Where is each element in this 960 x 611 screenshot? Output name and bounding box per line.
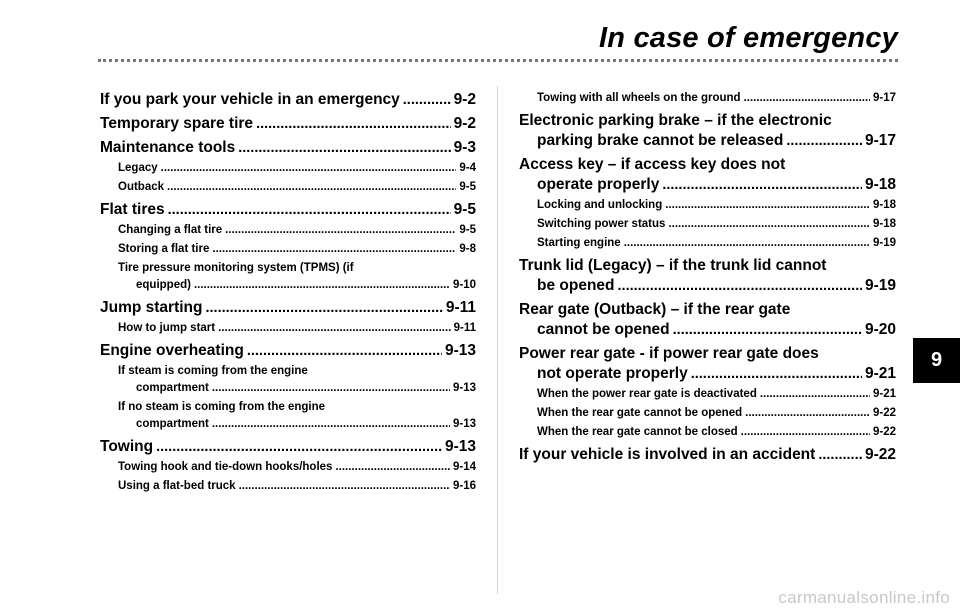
toc-entry-if-your-vehicle-is-involved-in-an-accident[interactable] bbox=[519, 445, 896, 465]
chapter-tab[interactable]: 9 bbox=[913, 338, 960, 383]
toc-entry-title: equipped) bbox=[136, 279, 191, 291]
dot-leader bbox=[239, 478, 450, 495]
dot-leader bbox=[691, 364, 862, 384]
dot-leader bbox=[212, 380, 450, 397]
toc-entry-changing-a-flat-tire[interactable] bbox=[100, 222, 476, 239]
toc-entry-title-line1: If steam is coming from the engine bbox=[118, 365, 308, 377]
toc-entry-title: Towing hook and tie-down hooks/holes bbox=[118, 461, 333, 473]
header-rule bbox=[98, 59, 898, 62]
toc-entry-title: Engine overheating bbox=[100, 342, 244, 359]
toc-entry-title: Outback bbox=[118, 181, 165, 193]
toc-entry-trunk-lid-legacy-if-the-trunk-lid-cannot-be-opened[interactable] bbox=[519, 256, 896, 296]
toc-page-number: 9-18 bbox=[872, 218, 896, 230]
dot-leader bbox=[744, 90, 870, 107]
dot-leader bbox=[194, 277, 450, 294]
toc-entry-outback[interactable] bbox=[100, 179, 476, 196]
dot-leader bbox=[205, 298, 442, 318]
toc-entry-title: When the power rear gate is deactivated bbox=[537, 388, 757, 400]
toc-entry-if-no-steam-is-coming-from-the-engine-compartment[interactable] bbox=[100, 399, 476, 433]
toc-page-number: 9-5 bbox=[453, 201, 476, 218]
dot-leader bbox=[225, 222, 456, 239]
dot-leader bbox=[668, 216, 870, 233]
toc-page-number: 9-8 bbox=[459, 243, 476, 255]
toc-page-number: 9-11 bbox=[453, 322, 476, 334]
toc-right-column bbox=[519, 90, 896, 465]
page-title: In case of emergency bbox=[599, 22, 898, 54]
toc-entry-towing[interactable] bbox=[100, 437, 476, 457]
toc-entry-tire-pressure-monitoring-system-tpms-if-equipped[interactable] bbox=[100, 260, 476, 294]
toc-page-number: 9-22 bbox=[864, 446, 896, 463]
toc-entry-when-the-rear-gate-cannot-be-opened[interactable] bbox=[519, 405, 896, 422]
dot-leader bbox=[247, 341, 442, 361]
toc-entry-temporary-spare-tire[interactable] bbox=[100, 114, 476, 134]
toc-page-number: 9-21 bbox=[872, 388, 896, 400]
toc-entry-power-rear-gate-if-power-rear-gate-does-not-operate-properly[interactable] bbox=[519, 344, 896, 384]
toc-page-number: 9-22 bbox=[872, 407, 896, 419]
toc-page-number: 9-19 bbox=[864, 277, 896, 294]
watermark: carmanualsonline.info bbox=[778, 588, 950, 607]
toc-entry-title: Changing a flat tire bbox=[118, 224, 223, 236]
toc-page-number: 9-18 bbox=[872, 199, 896, 211]
toc-entry-maintenance-tools[interactable] bbox=[100, 138, 476, 158]
toc-entry-title: Locking and unlocking bbox=[537, 199, 663, 211]
toc-entry-title: Towing bbox=[100, 438, 154, 455]
dot-leader bbox=[741, 424, 870, 441]
toc-entry-title: parking brake cannot be released bbox=[537, 132, 784, 149]
toc-page-number: 9-13 bbox=[452, 418, 476, 430]
dot-leader bbox=[167, 179, 456, 196]
toc-entry-how-to-jump-start[interactable] bbox=[100, 320, 476, 337]
dot-leader bbox=[335, 459, 450, 476]
dot-leader bbox=[818, 445, 862, 465]
dot-leader bbox=[662, 175, 862, 195]
dot-leader bbox=[161, 160, 457, 177]
toc-page-number: 9-21 bbox=[864, 365, 896, 382]
toc-page-number: 9-22 bbox=[872, 426, 896, 438]
dot-leader bbox=[403, 90, 451, 110]
toc-page-number: 9-4 bbox=[459, 162, 476, 174]
toc-page-number: 9-13 bbox=[444, 342, 476, 359]
toc-entry-switching-power-status[interactable] bbox=[519, 216, 896, 233]
toc-entry-towing-hook-and-tie-down-hooks-holes[interactable] bbox=[100, 459, 476, 476]
toc-page-number: 9-5 bbox=[459, 181, 476, 193]
column-divider bbox=[497, 86, 498, 594]
toc-entry-flat-tires[interactable] bbox=[100, 200, 476, 220]
toc-entry-locking-and-unlocking[interactable] bbox=[519, 197, 896, 214]
dot-leader bbox=[745, 405, 870, 422]
toc-entry-title-line1: If no steam is coming from the engine bbox=[118, 401, 326, 413]
toc-entry-title: When the rear gate cannot be opened bbox=[537, 407, 743, 419]
dot-leader bbox=[156, 437, 442, 457]
toc-page-number: 9-13 bbox=[444, 438, 476, 455]
dot-leader bbox=[212, 241, 456, 258]
dot-leader bbox=[238, 138, 450, 158]
toc-entry-title: If your vehicle is involved in an accident bbox=[519, 446, 816, 463]
toc-page-number: 9-17 bbox=[872, 92, 896, 104]
toc-page-number: 9-16 bbox=[452, 480, 476, 492]
toc-entry-title: compartment bbox=[136, 418, 209, 430]
toc-entry-using-a-flat-bed-truck[interactable] bbox=[100, 478, 476, 495]
dot-leader bbox=[218, 320, 450, 337]
dot-leader bbox=[665, 197, 870, 214]
toc-entry-title-line1: Electronic parking brake – if the electronic bbox=[519, 112, 832, 129]
toc-entry-title: Switching power status bbox=[537, 218, 666, 230]
toc-entry-title-line1: Rear gate (Outback) – if the rear gate bbox=[519, 301, 791, 318]
toc-entry-if-you-park-your-vehicle-in-an-emergency[interactable] bbox=[100, 90, 476, 110]
dot-leader bbox=[786, 131, 862, 151]
toc-entry-title: Legacy bbox=[118, 162, 158, 174]
toc-entry-title: Flat tires bbox=[100, 201, 165, 218]
toc-page-number: 9-20 bbox=[864, 321, 896, 338]
toc-entry-title: Starting engine bbox=[537, 237, 621, 249]
dot-leader bbox=[256, 114, 451, 134]
toc-entry-storing-a-flat-tire[interactable] bbox=[100, 241, 476, 258]
toc-page-number: 9-14 bbox=[452, 461, 476, 473]
toc-entry-rear-gate-outback-if-the-rear-gate-cannot-be-opened[interactable] bbox=[519, 300, 896, 340]
dot-leader bbox=[624, 235, 870, 252]
toc-entry-title: Jump starting bbox=[100, 299, 203, 316]
toc-entry-title: Maintenance tools bbox=[100, 139, 236, 156]
toc-entry-title: Storing a flat tire bbox=[118, 243, 210, 255]
toc-page-number: 9-2 bbox=[453, 115, 476, 132]
dot-leader bbox=[760, 386, 870, 403]
toc-page-number: 9-18 bbox=[864, 176, 896, 193]
toc-entry-title-line1: Tire pressure monitoring system (TPMS) (if bbox=[118, 262, 354, 274]
toc-entry-title: Towing with all wheels on the ground bbox=[537, 92, 741, 104]
toc-entry-title: be opened bbox=[537, 277, 615, 294]
toc-entry-title: If you park your vehicle in an emergency bbox=[100, 91, 400, 108]
toc-entry-engine-overheating[interactable] bbox=[100, 341, 476, 361]
toc-page-number: 9-17 bbox=[864, 132, 896, 149]
toc-page-number: 9-3 bbox=[453, 139, 476, 156]
toc-entry-title: operate properly bbox=[537, 176, 660, 193]
toc-entry-title-line1: Power rear gate - if power rear gate does bbox=[519, 345, 819, 362]
dot-leader bbox=[212, 416, 450, 433]
toc-page-number: 9-5 bbox=[459, 224, 476, 236]
toc-entry-title-line1: Trunk lid (Legacy) – if the trunk lid cannot bbox=[519, 257, 827, 274]
toc-entry-legacy[interactable] bbox=[100, 160, 476, 177]
dot-leader bbox=[618, 276, 862, 296]
toc-page-number: 9-11 bbox=[445, 299, 476, 316]
toc-entry-title: When the rear gate cannot be closed bbox=[537, 426, 738, 438]
toc-entry-title: cannot be opened bbox=[537, 321, 670, 338]
toc-page-number: 9-10 bbox=[452, 279, 476, 291]
dot-leader bbox=[168, 200, 451, 220]
toc-entry-when-the-power-rear-gate-is-deactivated[interactable] bbox=[519, 386, 896, 403]
toc-entry-access-key-if-access-key-does-not-operate-properly[interactable] bbox=[519, 155, 896, 195]
toc-entry-title: Using a flat-bed truck bbox=[118, 480, 236, 492]
toc-entry-title: Temporary spare tire bbox=[100, 115, 254, 132]
dot-leader bbox=[673, 320, 862, 340]
toc-entry-title: compartment bbox=[136, 382, 209, 394]
toc-entry-if-steam-is-coming-from-the-engine-compartment[interactable] bbox=[100, 363, 476, 397]
toc-page-number: 9-13 bbox=[452, 382, 476, 394]
toc-entry-towing-with-all-wheels-on-the-ground[interactable] bbox=[519, 90, 896, 107]
toc-page-number: 9-19 bbox=[872, 237, 896, 249]
toc-left-column bbox=[100, 90, 476, 495]
toc-entry-when-the-rear-gate-cannot-be-closed[interactable] bbox=[519, 424, 896, 441]
toc-entry-electronic-parking-brake-if-the-electronic-parking-brake-cannot-be-released[interactable] bbox=[519, 111, 896, 151]
toc-entry-jump-starting[interactable] bbox=[100, 298, 476, 318]
toc-entry-title: How to jump start bbox=[118, 322, 216, 334]
toc-page-number: 9-2 bbox=[453, 91, 476, 108]
toc-entry-starting-engine[interactable] bbox=[519, 235, 896, 252]
toc-entry-title-line1: Access key – if access key does not bbox=[519, 156, 786, 173]
toc-entry-title: not operate properly bbox=[537, 365, 688, 382]
